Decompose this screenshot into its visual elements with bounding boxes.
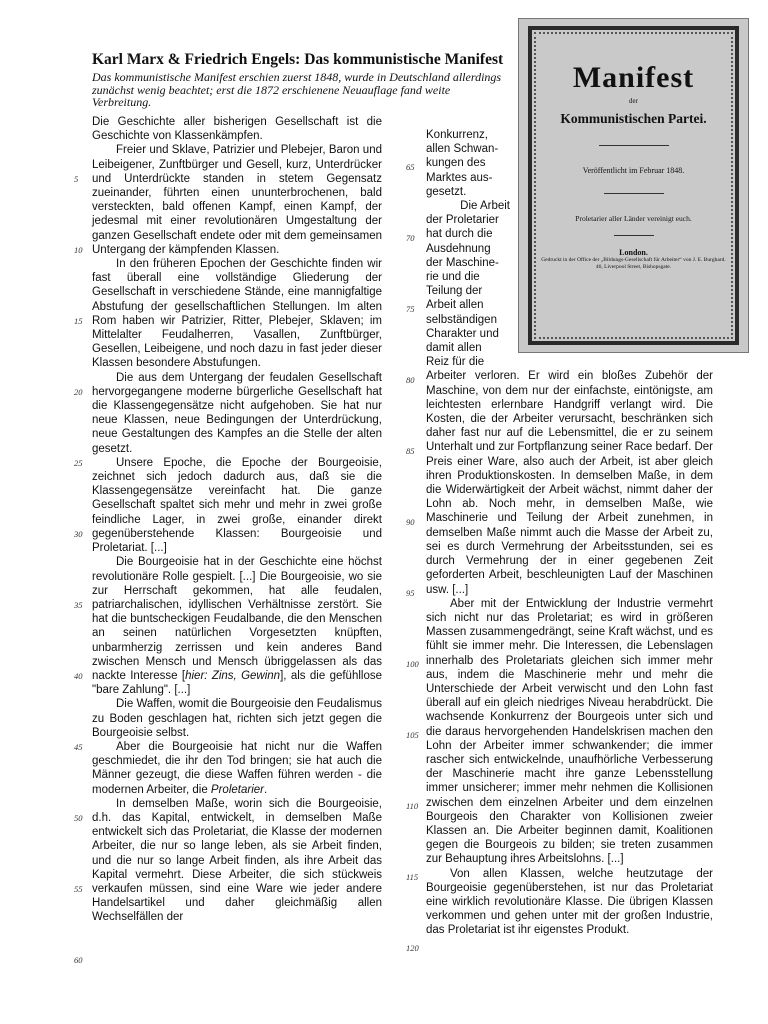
wrapped-text-block	[426, 128, 510, 369]
paragraph: In den früheren Epochen der Geschichte finden wir fast überall eine vollständige Gliederung der Gesellschaft in verschiedene Stände, eine mannigfaltige Abstufung der gesellschaftlichen Stellungen. Im alten Rom haben wir Patrizier, Ritter, Plebejer, Sklaven; im Mittelalter Feudalherren, Vasallen, Zunftbürger, Gesellen, Leibeigene, und noch dazu in fast jeder dieser Klassen besondere Abstufungen.	[92, 258, 382, 370]
line-number: 70	[406, 233, 415, 243]
page-title: Karl Marx & Friedrich Engels: Das kommunistische Manifest	[92, 51, 504, 68]
line-number: 15	[74, 316, 83, 326]
line-number: 60	[74, 955, 83, 965]
line-number: 115	[406, 872, 419, 882]
line: damit allen	[426, 342, 482, 355]
line-number: 85	[406, 446, 415, 456]
italic-term: Proletarier	[210, 783, 264, 796]
line-number: 90	[406, 517, 415, 527]
cover-title: Manifest	[572, 61, 695, 94]
text-segment: Die Bourgeoisie hat in der Geschichte eine höchst revolutionäre Rolle gespielt. [...] Die Bourgeoisie, wo sie zur Herrschaft gekommen, hat alle feudalen, patriarchalischen, idyllischen Verhältnisse zerstört. Sie hat die buntscheckigen Feudalbande, die den Menschen an seinen natürlichen Vorgesetzten knüpften, unbarmherzig zerrissen und kein anderes Band zwischen Mensch und Mensch übriggelassen als das nackte Interesse [	[92, 556, 382, 682]
line: Teilung der	[426, 285, 483, 298]
line-number: 20	[74, 387, 83, 397]
paragraph: Arbeiter verloren. Er wird ein bloßes Zubehör der Maschine, von dem nur der einfachste, eintönigste, am leichtesten erlernbare Handgriff verlangt wird. Die Kosten, die der Arbeiter verursacht, beschränken sich daher fast nur auf die Lebensmittel, die er zu seinem Unterhalt und zur Fortpflanzung seiner Race bedarf. Der Preis einer Ware, also auch der Arbeit, ist aber gleich ihren Produktionskosten. In demselben Maße, in dem die Widerwärtigkeit der Arbeit wächst, nimmt daher der Lohn ab. Noch mehr, in demselben Maße, wie Maschinerie und Teilung der Arbeit zunehmen, in demselben Maße nimmt auch die Masse der Arbeit zu, sei es durch Vermehrung der Arbeitsstunden, sei es durch Vermehrung der in einer gegebenen Zeit geforderten Arbeit, beschleunigten Lauf der Maschinen usw. [...]	[426, 370, 714, 596]
paragraph: Aber mit der Entwicklung der Industrie vermehrt sich nicht nur das Proletariat; es wird in größeren Massen zusammengedrängt, seine Kraft wächst, und es fühlt sie immer mehr. Die Interessen, die Lebenslagen innerhalb des Proletariats gleichen sich immer mehr aus, indem die Maschinerie mehr und mehr die Unterschiede der Arbeit verwischt und den Lohn fast überall auf ein gleich niedriges Niveau herabdrückt. Die wachsende Konkurrenz der Bourgeois unter sich und die daraus hervorgehenden Handelskrisen machen den Lohn der Arbeiter immer schwankender; die immer rascher sich entwickelnde, unaufhörliche Verbesserung der Maschinerie macht ihre ganze Lebensstellung immer unsicherer; immer mehr nehmen die Kollisionen zwischen dem einzelnen Arbeiter und dem einzelnen Bourgeois den Charakter von Kollisionen zweier Klassen an. Die Arbeiter beginnen damit, Koalitionen gegen die Bourgeois zu bilden; sie treten zusammen zur Behauptung ihres Arbeitslohns. [...]	[426, 597, 713, 866]
text-segment: ], als die gefühllose "bare Zahlung". [...]	[92, 669, 382, 697]
line-number: 75	[406, 304, 415, 314]
line-number: 35	[74, 600, 83, 610]
line-number: 5	[74, 174, 79, 184]
cover-party: Kommunistischen Partei.	[560, 111, 707, 126]
line: Arbeit allen	[426, 299, 484, 312]
line: rie und die	[426, 271, 480, 284]
paragraph: Die Waffen, womit die Bourgeoisie den Feudalismus zu Boden geschlagen hat, richten sich jetzt gegen die Bourgeoisie selbst.	[92, 698, 382, 739]
cover-address: 46, Liverpool Street, Bishopsgate.	[595, 264, 672, 270]
right-column	[426, 128, 713, 938]
line: kungen des	[426, 157, 486, 170]
cover-city: London.	[619, 248, 648, 257]
line: der Proletarier	[426, 214, 499, 227]
cover-der: der	[629, 97, 638, 105]
left-column	[92, 115, 382, 925]
line: hat durch die	[426, 228, 493, 241]
line: der Maschine-	[426, 256, 499, 269]
paragraph: In demselben Maße, worin sich die Bourgeoisie, d.h. das Kapital, entwickelt, in demselben Maße entwickelt sich das Proletariat, die Klasse der modernen Arbeiter, die nur so lange leben, als sie Arbeit finden, und die nur so lange Arbeit finden, als ihre Arbeit das Kapital vermehrt. Diese Arbeiter, die sich stückweis verkaufen müssen, sind eine Ware wie jeder andere Handelsartikel und daher gleichmäßig allen Wechselfällen der	[92, 797, 382, 924]
line: Ausdehnung	[426, 242, 491, 255]
line: selbständigen	[426, 313, 497, 326]
intro-text: Das kommunistische Manifest erschien zuerst 1848, wurde in Deutschland allerdings zunächst wenig beachtet; erst die 1872 erschienene Neuauflage fand weite Verbreitung.	[92, 70, 502, 110]
italic-note: hier: Zins, Gewinn	[185, 669, 281, 682]
line-number: 100	[406, 659, 419, 669]
line-number: 40	[74, 671, 83, 681]
line-number: 95	[406, 588, 415, 598]
cover-printer: Gedruckt in der Office der „Bildungs-Gesellschaft für Arbeiter“ von J. E. Burghard.	[541, 257, 726, 263]
paragraph: Die Geschichte aller bisherigen Gesellschaft ist die Geschichte von Klassenkämpfen.	[92, 116, 382, 143]
line-number: 80	[406, 375, 415, 385]
line: gesetzt.	[426, 185, 467, 198]
line-number: 105	[406, 730, 419, 740]
line: Charakter und	[426, 327, 499, 340]
line-number: 65	[406, 162, 415, 172]
line: Konkurrenz,	[426, 129, 489, 141]
text-segment: .	[263, 783, 268, 796]
line-number: 120	[406, 943, 419, 953]
paragraph: Von allen Klassen, welche heutzutage der Bourgeoisie gegenüberstehen, ist nur das Proletariat eine wirklich revolutionäre Klasse. Die übrigen Klassen verkommen und gehen unter mit der großen Industrie, das Proletariat ist ihr eigenstes Produkt.	[426, 867, 713, 937]
paragraph	[92, 740, 382, 797]
line-number: 50	[74, 813, 83, 823]
paragraph	[92, 555, 382, 697]
paragraph: Unsere Epoche, die Epoche der Bourgeoisie, zeichnet sich jedoch dadurch aus, daß sie die Klassengegensätze vereinfacht hat. Die ganze Gesellschaft spaltet sich mehr und mehr in zwei große feindliche Lager, in zwei große, einander direkt gegenüberstehende Klassen: Bourgeoisie und Proletariat. [...]	[92, 456, 382, 555]
line-number: 110	[406, 801, 419, 811]
line-number: 45	[74, 742, 83, 752]
paragraph: Freier und Sklave, Patrizier und Plebejer, Baron und Leibeigener, Zunftbürger und Gesell, kurz, Unterdrücker und Unterdrückte standen in stetem Gegensatz zueinander, führten einen ununterbrochenen, bald versteckten, bald offenen Kampf, einen Kampf, der jedesmal mit einer revolutionären Umgestaltung der ganzen Gesellschaft endete oder mit dem gemeinsamen Untergang der kämpfenden Klassen.	[92, 144, 382, 256]
cover-published: Veröffentlicht im Februar 1848.	[582, 166, 685, 175]
line-number: 30	[74, 529, 83, 539]
line-number: 10	[74, 245, 83, 255]
paragraph: Die aus dem Untergang der feudalen Gesellschaft hervorgegangene moderne bürgerliche Gesellschaft hat die Klassengegensätze nicht aufgehoben. Sie hat nur neue Klassen, neue Bedingungen der Unterdrückung, neue Gestaltungen des Kampfes an die Stelle der alten gesetzt.	[92, 371, 382, 455]
line: allen Schwan-	[426, 143, 499, 156]
line: Die Arbeit	[460, 200, 510, 213]
line-number: 25	[74, 458, 83, 468]
line: Reiz für die	[426, 356, 485, 369]
line: Marktes aus-	[426, 171, 493, 184]
cover-slogan: Proletarier aller Länder vereinigt euch.	[575, 214, 692, 223]
text-segment: Aber die Bourgeoisie hat nicht nur die Waffen geschmiedet, die ihr den Tod bringen; sie hat auch die Männer gezeugt, die diese Waffen führen werden - die modernen Arbeiter, die	[92, 740, 382, 796]
line-number: 55	[74, 884, 83, 894]
